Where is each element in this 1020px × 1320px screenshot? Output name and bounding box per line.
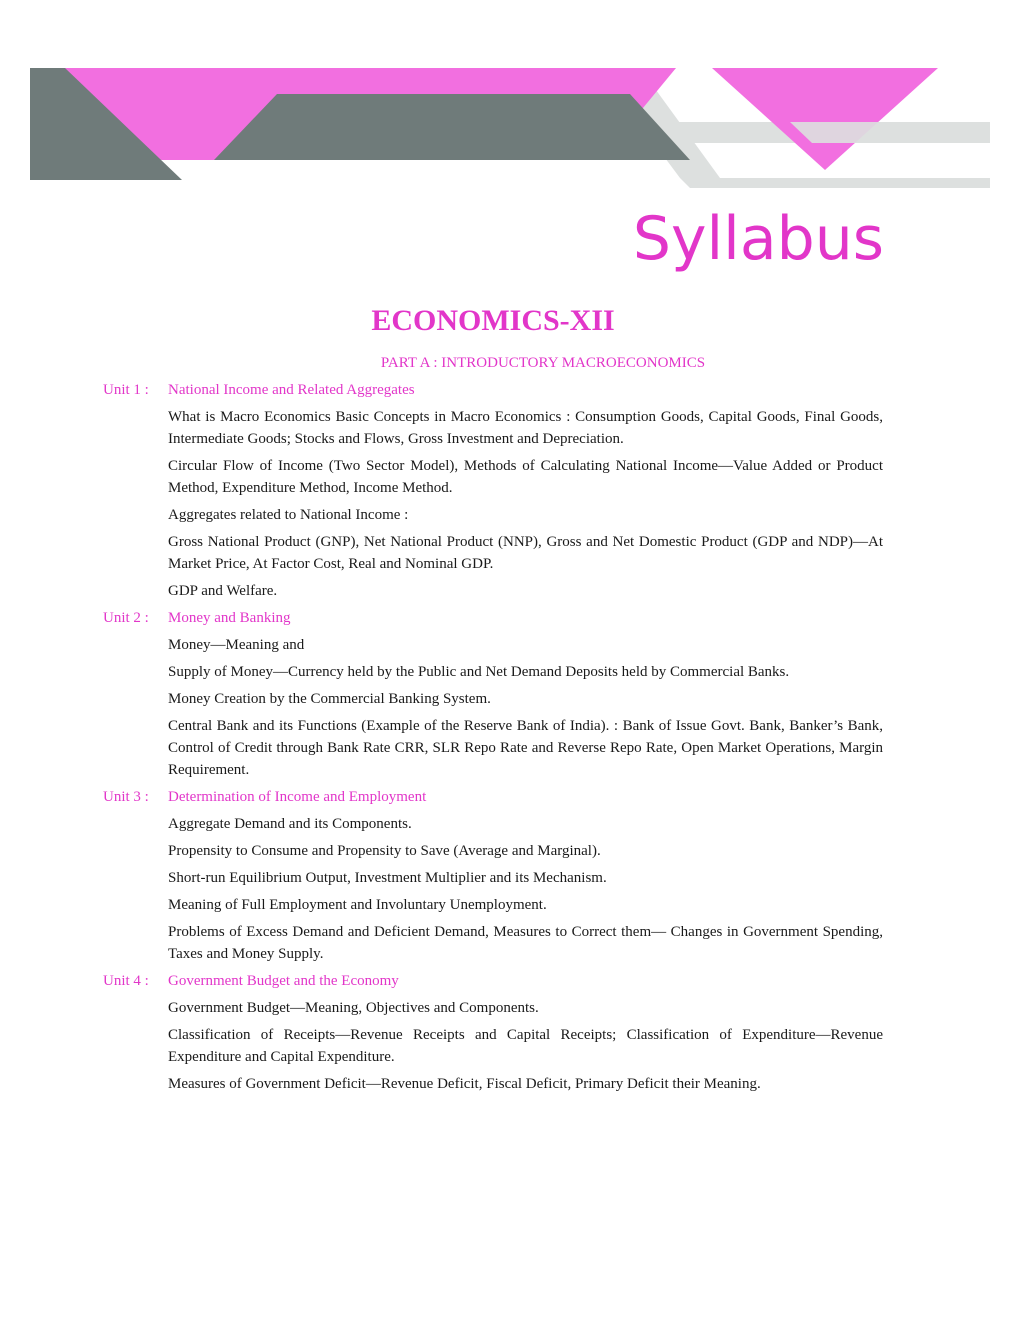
page-title: Syllabus: [632, 204, 884, 274]
unit-heading: [103, 607, 883, 629]
unit-item: Money—Meaning and: [168, 637, 305, 653]
banner-light-bar-lower: [680, 178, 990, 188]
unit-item: Propensity to Consume and Propensity to Save (Average and Marginal).: [168, 843, 601, 859]
unit-label: Unit 1 :: [103, 382, 149, 398]
syllabus-content: [103, 352, 883, 1100]
unit-1: [103, 379, 883, 602]
unit-item: Measures of Government Deficit—Revenue Deficit, Fiscal Deficit, Primary Deficit their Meaning.: [168, 1076, 761, 1092]
unit-item: GDP and Welfare.: [168, 583, 278, 599]
unit-item: Meaning of Full Employment and Involuntary Unemployment.: [168, 897, 547, 913]
unit-item: Government Budget—Meaning, Objectives and Components.: [168, 1000, 539, 1016]
unit-item: Classification of Receipts—Revenue Receipts and Capital Receipts; Classification of Expenditure—Revenue Expenditure and Capital Expenditure.: [168, 1027, 883, 1065]
banner-pink-triangle: [712, 68, 938, 170]
unit-label: Unit 2 :: [103, 610, 149, 626]
unit-heading: [103, 970, 883, 992]
unit-heading: [103, 379, 883, 401]
unit-heading: [103, 786, 883, 808]
unit-item: Problems of Excess Demand and Deficient Demand, Measures to Correct them— Changes in Government Spending, Taxes and Money Supply.: [168, 924, 883, 962]
unit-item: Supply of Money—Currency held by the Public and Net Demand Deposits held by Commercial Banks.: [168, 664, 790, 680]
unit-item: Gross National Product (GNP), Net National Product (NNP), Gross and Net Domestic Product (GDP and NDP)—At Market Price, At Factor Cost, Real and Nominal GDP.: [168, 534, 883, 572]
unit-title: Government Budget and the Economy: [168, 973, 399, 989]
part-heading: PART A : INTRODUCTORY MACROECONOMICS: [380, 355, 706, 371]
subject-heading: ECONOMICS-XII: [371, 304, 615, 337]
unit-item: Aggregates related to National Income :: [168, 507, 409, 523]
unit-4: [103, 970, 883, 1095]
unit-2: [103, 607, 883, 781]
header-banner: [0, 0, 1020, 200]
unit-label: Unit 4 :: [103, 973, 149, 989]
unit-label: Unit 3 :: [103, 789, 149, 805]
unit-title: National Income and Related Aggregates: [168, 382, 415, 398]
unit-item: Aggregate Demand and its Components.: [168, 816, 412, 832]
unit-item: Short-run Equilibrium Output, Investment Multiplier and its Mechanism.: [168, 870, 607, 886]
unit-title: Money and Banking: [168, 610, 291, 626]
unit-title: Determination of Income and Employment: [168, 789, 427, 805]
unit-item: Central Bank and its Functions (Example of the Reserve Bank of India). : Bank of Issue Govt. Bank, Banker’s Bank, Control of Credit through Bank Rate CRR, SLR Repo Rate and Reverse Repo Rate, Open Market Operations, Margin Requirement.: [168, 718, 883, 778]
unit-item: What is Macro Economics Basic Concepts in Macro Economics : Consumption Goods, Capital Goods, Final Goods, Intermediate Goods; Stocks and Flows, Gross Investment and Depreciation.: [168, 409, 883, 447]
banner-grey-trapezoid: [214, 94, 690, 160]
unit-3: [103, 786, 883, 965]
unit-item: Circular Flow of Income (Two Sector Model), Methods of Calculating National Income—Value Added or Product Method, Expenditure Method, Income Method.: [168, 458, 883, 496]
unit-item: Money Creation by the Commercial Banking System.: [168, 691, 491, 707]
